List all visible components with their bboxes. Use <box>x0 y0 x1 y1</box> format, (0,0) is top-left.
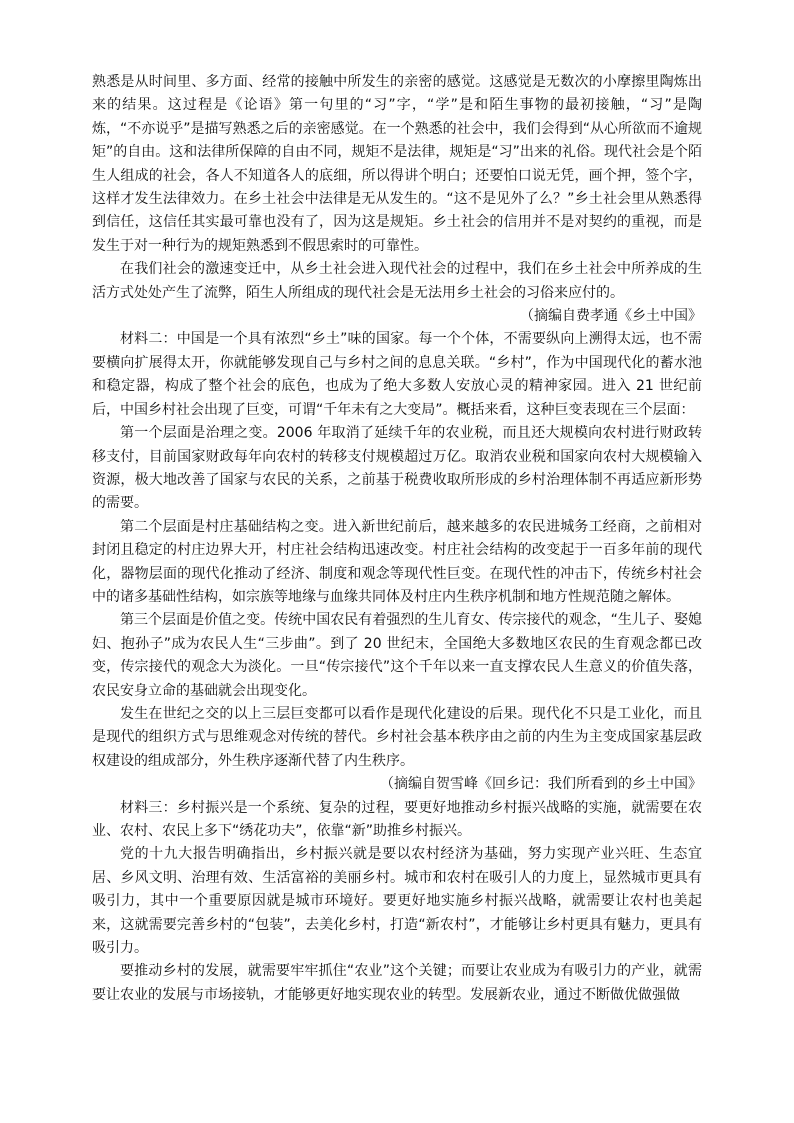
body-paragraph: 要推动乡村的发展，就需要牢牢抓住“农业”这个关键；而要让农业成为有吸引力的产业，就需要让农业的发展与市场接轨，才能够更好地实现农业的转型。发展新农业，通过不断做优做强做 <box>92 963 702 1003</box>
body-paragraph: 第一个层面是治理之变。2006 年取消了延续千年的农业税，而且还大规模向农村进行财政转移支付，目前国家财政每年向农村的转移支付规模超过万亿。取消农业税和国家向农村大规模输入资源，极大地改善了国家与农民的关系，之前基于税费收取所形成的乡村治理体制不再适应新形势的需要。 <box>92 425 702 512</box>
body-paragraph: 材料二：中国是一个具有浓烈“乡土”味的国家。每一个个体，不需要纵向上溯得太远，也不需要横向扩展得太开，你就能够发现自己与乡村之间的息息关联。“乡村”，作为中国现代化的蓄水池和稳定器，构成了整个社会的底色，也成为了绝大多数人安放心灵的精神家园。进入 21 世纪前后，中国乡村社会出现了巨变，可谓“千年未有之大变局”。概括来看，这种巨变表现在三个层面： <box>92 331 702 418</box>
body-paragraph: 熟悉是从时间里、多方面、经常的接触中所发生的亲密的感觉。这感觉是无数次的小摩擦里陶炼出来的结果。这过程是《论语》第一句里的“习”字，“学”是和陌生事物的最初接触，“习”是陶炼，“不亦说乎”是描写熟悉之后的亲密感觉。在一个熟悉的社会中，我们会得到“从心所欲而不逾规矩”的自由。这和法律所保障的自由不同，规矩不是法律，规矩是“习”出来的礼俗。现代社会是个陌生人组成的社会，各人不知道各人的底细，所以得讲个明白；还要怕口说无凭，画个押，签个字，这样才发生法律效力。在乡土社会中法律是无从发生的。“这不是见外了么？”乡土社会里从熟悉得到信任，这信任其实最可靠也没有了，因为这是规矩。乡土社会的信用并不是对契约的重视，而是发生于对一种行为的规矩熟悉到不假思索时的可靠性。 <box>92 74 702 254</box>
body-paragraph: 党的十九大报告明确指出，乡村振兴就是要以农村经济为基础，努力实现产业兴旺、生态宜居、乡风文明、治理有效、生活富裕的美丽乡村。城市和农村在吸引人的力度上，显然城市更具有吸引力，其中一个重要原因就是城市环境好。要更好地实施乡村振兴战略，就需要让农村也美起来，这就需要完善乡村的“包装”，去美化乡村，打造“新农村”，才能够让乡村更具有魅力，更具有吸引力。 <box>92 846 702 957</box>
document-page <box>92 71 702 1007</box>
body-paragraph: 在我们社会的激速变迁中，从乡土社会进入现代社会的过程中，我们在乡土社会中所养成的生活方式处处产生了流弊，陌生人所组成的现代社会是无法用乡土社会的习俗来应付的。 <box>92 261 702 301</box>
source-citation: （摘编自贺雪峰《回乡记：我们所看到的乡土中国》 <box>380 776 702 793</box>
body-paragraph: 第二个层面是村庄基础结构之变。进入新世纪前后，越来越多的农民进城务工经商，之前相对封闭且稳定的村庄边界大开，村庄社会结构迅速改变。村庄社会结构的改变起于一百多年前的现代化，器物层面的现代化推动了经济、制度和观念等现代性巨变。在现代性的冲击下，传统乡村社会中的诸多基础性结构，如宗族等地缘与血缘共同体及村庄内生秩序机制和地方性规范随之解体。 <box>92 518 702 605</box>
source-citation: （摘编自费孝通《乡土中国》 <box>520 308 702 325</box>
body-paragraph: 材料三：乡村振兴是一个系统、复杂的过程，要更好地推动乡村振兴战略的实施，就需要在农业、农村、农民上多下“绣花功夫”，依靠“新”助推乡村振兴。 <box>92 799 702 839</box>
body-paragraph: 第三个层面是价值之变。传统中国农民有着强烈的生儿育女、传宗接代的观念，“生儿子、娶媳妇、抱孙子”成为农民人生“三步曲”。到了 20 世纪末，全国绝大多数地区农民的生育观念都已改变，传宗接代的观念大为淡化。一旦“传宗接代”这个千年以来一直支撑农民人生意义的价值失落，农民安身立命的基础就会出现变化。 <box>92 612 702 699</box>
body-paragraph: 发生在世纪之交的以上三层巨变都可以看作是现代化建设的后果。现代化不只是工业化，而且是现代的组织方式与思维观念对传统的替代。乡村社会基本秩序由之前的内生为主变成国家基层政权建设的组成部分，外生秩序逐渐代替了内生秩序。 <box>92 705 702 769</box>
